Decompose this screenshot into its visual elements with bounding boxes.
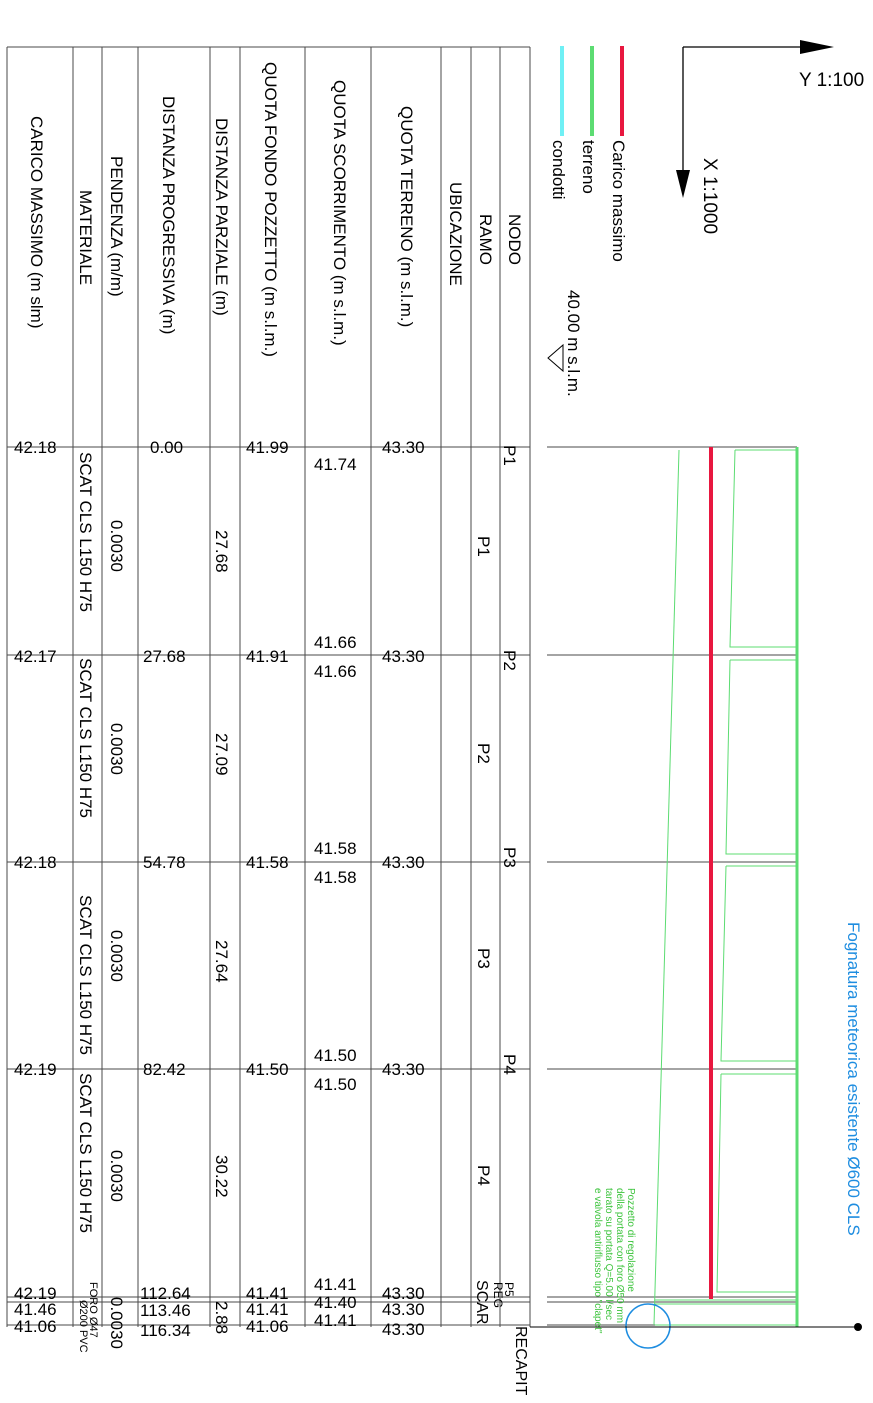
quota-scorrimento-in: 41.58 xyxy=(314,839,357,858)
materiale: SCAT CLS L150 H75 xyxy=(76,895,95,1056)
materiale: SCAT CLS L150 H75 xyxy=(76,1073,95,1234)
ramo: P2 xyxy=(474,743,493,764)
legend xyxy=(549,46,628,262)
existing-sewer-label: Fognatura meteorica esistente Ø600 CLS xyxy=(844,922,863,1236)
distanza-parziale: 30.22 xyxy=(212,1155,231,1198)
pendenza: 0.0030 xyxy=(107,930,126,982)
node-p3 xyxy=(14,839,519,887)
node-name: P5 xyxy=(502,1282,516,1297)
quota-terreno: 43.30 xyxy=(382,438,425,457)
header-distanza-parziale: DISTANZA PARZIALE (m) xyxy=(212,118,231,316)
distanza-parziale: 27.68 xyxy=(212,530,231,573)
existing-sewer-circle xyxy=(626,1304,670,1348)
distanza-progressiva: 27.68 xyxy=(143,647,186,666)
header-quota-fondo: QUOTA FONDO POZZETTO (m s.l.m.) xyxy=(261,62,280,357)
carico-massimo: 42.19 xyxy=(14,1284,57,1303)
header-nodo: NODO xyxy=(505,214,524,265)
legend-label-terreno: terreno xyxy=(579,140,598,194)
distanza-progressiva: 112.64 xyxy=(140,1284,191,1303)
distanza-parziale: 27.64 xyxy=(212,940,231,983)
quota-terreno: 43.30 xyxy=(382,1320,425,1339)
scale-x-label: X 1:1000 xyxy=(699,158,720,235)
quota-terreno: 43.30 xyxy=(382,853,425,872)
header-distanza-progressiva: DISTANZA PROGRESSIVA (m) xyxy=(159,96,178,335)
conduit-sections xyxy=(654,450,797,1325)
distanza-progressiva: 113.46 xyxy=(140,1301,191,1320)
quota-scorrimento-in: 41.66 xyxy=(314,633,357,652)
pozzetto-note-line-3: tarato su portata Q=5.00 l/sec xyxy=(603,1188,614,1321)
quota-scorrimento: 41.40 xyxy=(314,1293,357,1312)
carico-massimo: 42.18 xyxy=(14,438,57,457)
quota-scorrimento-out: 41.50 xyxy=(314,1075,357,1094)
quota-scorrimento-in: 41.50 xyxy=(314,1046,357,1065)
materiale: FORO Ø47 xyxy=(87,1282,99,1338)
distanza-parziale: 27.09 xyxy=(212,733,231,776)
quota-fondo: 41.91 xyxy=(246,647,289,666)
pozzetto-note-line-1: Pozzetto di regolazione xyxy=(625,1188,636,1292)
segment-p4 xyxy=(76,1073,493,1233)
distanza-parziale: 2.88 xyxy=(212,1301,231,1335)
datum-marker xyxy=(548,290,583,397)
pendenza: 0.0030 xyxy=(107,1150,126,1202)
quota-fondo: 41.41 xyxy=(246,1284,289,1303)
carico-massimo: 41.06 xyxy=(14,1317,57,1336)
pozzetto-note-line-2: della portata con foro Ø50 mm xyxy=(614,1188,625,1324)
distanza-progressiva: 116.34 xyxy=(140,1321,191,1340)
quota-fondo: 41.06 xyxy=(246,1317,289,1336)
legend-label-carico: Carico massimo xyxy=(609,140,628,262)
pozzetto-note-line-4: e valvola antiriflusso tipo "clapet" xyxy=(592,1188,603,1334)
header-ubicazione: UBICAZIONE xyxy=(446,182,465,286)
quota-scorrimento-out: 41.74 xyxy=(314,455,357,474)
outlet-dot xyxy=(854,1323,862,1331)
scale-y-label: Y 1:100 xyxy=(799,70,865,91)
header-carico-massimo: CARICO MASSIMO (m slm) xyxy=(27,116,46,329)
legend-label-condotti: condotti xyxy=(549,140,568,200)
header-pendenza: PENDENZA (m/m) xyxy=(107,156,126,297)
pendenza: 0.0030 xyxy=(107,520,126,572)
segment-rows xyxy=(76,452,493,1353)
quota-scorrimento: 41.41 xyxy=(314,1275,357,1294)
carico-massimo: 41.46 xyxy=(14,1300,57,1319)
ramo: P4 xyxy=(474,1165,493,1186)
segment-p2 xyxy=(76,658,493,818)
materiale: SCAT CLS L150 H75 xyxy=(76,658,95,819)
carico-massimo: 42.17 xyxy=(14,647,57,666)
segment-p3 xyxy=(76,895,493,1055)
quota-fondo: 41.41 xyxy=(246,1300,289,1319)
node-name: P2 xyxy=(500,650,519,671)
quota-terreno: 43.30 xyxy=(382,1300,425,1319)
carico-massimo: 42.19 xyxy=(14,1060,57,1079)
quota-terreno: 43.30 xyxy=(382,647,425,666)
pendenza: 0.0030 xyxy=(107,1297,126,1349)
segment-p1 xyxy=(76,452,493,612)
node-name: P3 xyxy=(500,847,519,868)
materiale-2: Ø200 PVC xyxy=(77,1300,89,1353)
node-name: RECAPIT xyxy=(512,1326,529,1396)
node-name: P4 xyxy=(500,1054,519,1075)
node-name: P1 xyxy=(500,445,519,466)
quota-fondo: 41.50 xyxy=(246,1060,289,1079)
quota-fondo: 41.99 xyxy=(246,438,289,457)
header-quota-scorrimento: QUOTA SCORRIMENTO (m s.l.m.) xyxy=(330,80,349,346)
quota-fondo: 41.58 xyxy=(246,853,289,872)
scale-indicator xyxy=(676,40,864,234)
distanza-progressiva: 82.42 xyxy=(143,1060,186,1079)
header-ramo: RAMO xyxy=(476,214,495,265)
pendenza: 0.0030 xyxy=(107,723,126,775)
ramo: P3 xyxy=(474,948,493,969)
quota-scorrimento-out: 41.58 xyxy=(314,868,357,887)
datum-label: 40.00 m s.l.m. xyxy=(564,290,583,397)
distanza-progressiva: 0.00 xyxy=(150,438,184,457)
quota-terreno: 43.30 xyxy=(382,1060,425,1079)
header-quota-terreno: QUOTA TERRENO (m s.l.m.) xyxy=(397,106,416,328)
quota-terreno: 43.30 xyxy=(382,1284,425,1303)
profile-drawing xyxy=(530,447,863,1348)
header-materiale: MATERIALE xyxy=(76,190,95,286)
materiale: SCAT CLS L150 H75 xyxy=(76,452,95,613)
quota-scorrimento: 41.41 xyxy=(314,1311,357,1330)
ramo: P1 xyxy=(474,536,493,557)
node-name-2: REG xyxy=(491,1282,505,1309)
distanza-progressiva: 54.78 xyxy=(143,853,186,872)
node-name: SCAR xyxy=(473,1280,490,1325)
quota-scorrimento-out: 41.66 xyxy=(314,662,357,681)
pozzetto-note xyxy=(592,1188,636,1334)
carico-massimo: 42.18 xyxy=(14,853,57,872)
